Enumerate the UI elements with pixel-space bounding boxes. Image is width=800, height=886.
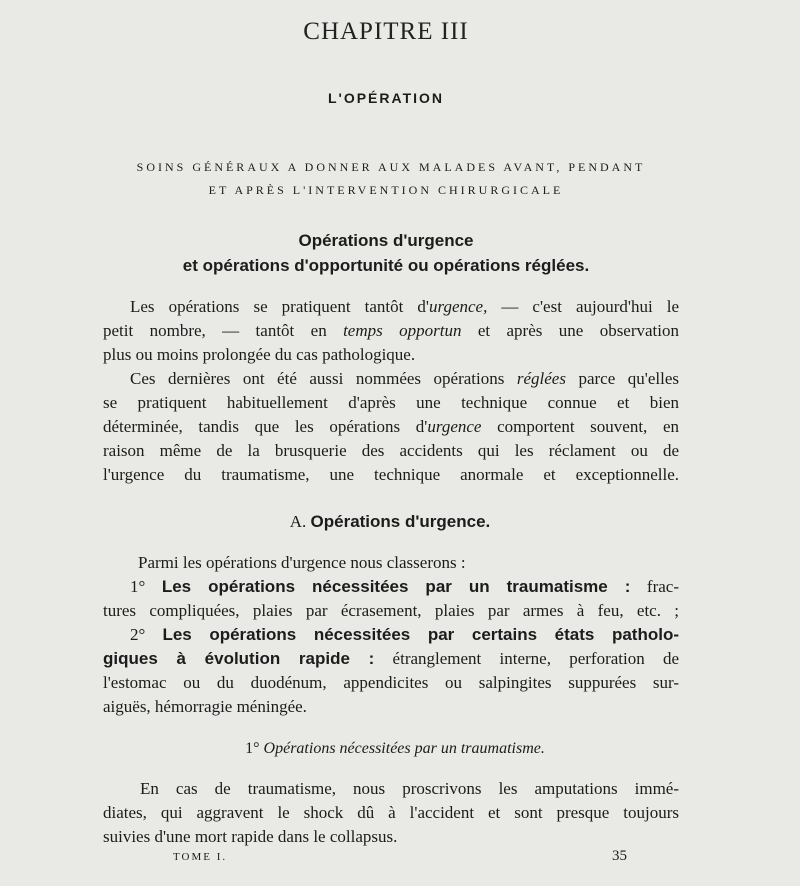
item-number: 2° bbox=[130, 625, 146, 644]
footer-tome: TOME I. bbox=[173, 851, 228, 863]
italic-span: réglées bbox=[516, 369, 566, 388]
italic-span: urgence, bbox=[428, 297, 488, 316]
item1-line-1 bbox=[130, 578, 679, 595]
chapter-title: CHAPITRE III bbox=[303, 18, 469, 45]
text-span: et après une observation bbox=[461, 321, 680, 340]
para1-line-1 bbox=[130, 298, 679, 315]
para2-line-5: l'urgence du traumatisme, une technique anormale et exceptionnelle. bbox=[103, 465, 679, 484]
item1-line-2: tures compliquées, plaies par écrasement, plaies par armes à feu, etc. ; bbox=[103, 601, 679, 620]
text-span: parce qu'elles bbox=[565, 369, 679, 388]
subsection-a-heading bbox=[0, 512, 780, 532]
text-span: petit nombre, — tantôt en bbox=[103, 321, 344, 340]
subtitle-line-2: ET APRÈS L'INTERVENTION CHIRURGICALE bbox=[208, 183, 564, 197]
section-heading-line-2: et opérations d'opportunité ou opérations réglées. bbox=[182, 256, 590, 275]
para3-line-1: Parmi les opérations d'urgence nous classerons : bbox=[138, 553, 466, 572]
para2-line-2: se pratiquent habituellement d'après une technique connue et bien bbox=[103, 393, 679, 412]
item-bold-text: giques à évolution rapide : bbox=[103, 649, 375, 668]
item-bold-text: Les opérations nécessitées par un traumatisme : bbox=[161, 577, 631, 596]
para4-line-3: suivies d'une mort rapide dans le collapsus. bbox=[103, 827, 398, 846]
subsection-number: 1° bbox=[245, 740, 260, 757]
text-span: frac- bbox=[630, 577, 680, 596]
item2-line-2 bbox=[103, 650, 679, 667]
subsection-title: Opérations nécessitées par un traumatisme. bbox=[263, 740, 545, 757]
text-span: étranglement interne, perforation de bbox=[374, 649, 679, 668]
subsection-1-heading bbox=[0, 740, 790, 758]
para4-line-2: diates, qui aggravent le shock dû à l'accident et sont presque toujours bbox=[103, 803, 679, 822]
subsection-title: Opérations d'urgence. bbox=[310, 512, 491, 531]
italic-span: temps opportun bbox=[343, 321, 462, 340]
text-span: Les opérations se pratiquent tantôt d' bbox=[130, 297, 429, 316]
text-span: comportent souvent, en bbox=[481, 417, 679, 436]
item-number: 1° bbox=[130, 577, 146, 596]
item2-line-4: aiguës, hémorragie méningée. bbox=[103, 697, 307, 716]
text-span: déterminée, tandis que les opérations d' bbox=[103, 417, 428, 436]
item2-line-3: l'estomac ou du duodénum, appendicites ou salpingites suppurées sur- bbox=[103, 673, 679, 692]
italic-span: urgence bbox=[427, 417, 482, 436]
subsection-letter: A. bbox=[289, 512, 307, 531]
para2-line-3 bbox=[103, 418, 679, 435]
section-heading-line-1: Opérations d'urgence bbox=[298, 231, 474, 250]
operation-title: L'OPÉRATION bbox=[327, 90, 445, 106]
item-bold-text: Les opérations nécessitées par certains états patholo- bbox=[162, 625, 679, 644]
para4-line-1: En cas de traumatisme, nous proscrivons les amputations immé- bbox=[140, 779, 679, 798]
item2-line-1 bbox=[130, 626, 679, 643]
para1-line-3: plus ou moins prolongée du cas pathologique. bbox=[103, 345, 416, 364]
text-span: Ces dernières ont été aussi nommées opérations bbox=[130, 369, 517, 388]
text-span: — c'est aujourd'hui le bbox=[487, 297, 679, 316]
page-number: 35 bbox=[612, 848, 627, 864]
para1-line-2 bbox=[103, 322, 679, 339]
subtitle-line-1: SOINS GÉNÉRAUX A DONNER AUX MALADES AVANT, PENDANT bbox=[136, 160, 646, 174]
para2-line-4: raison même de la brusquerie des accidents qui les réclament ou de bbox=[103, 441, 679, 460]
para2-line-1 bbox=[130, 370, 679, 387]
